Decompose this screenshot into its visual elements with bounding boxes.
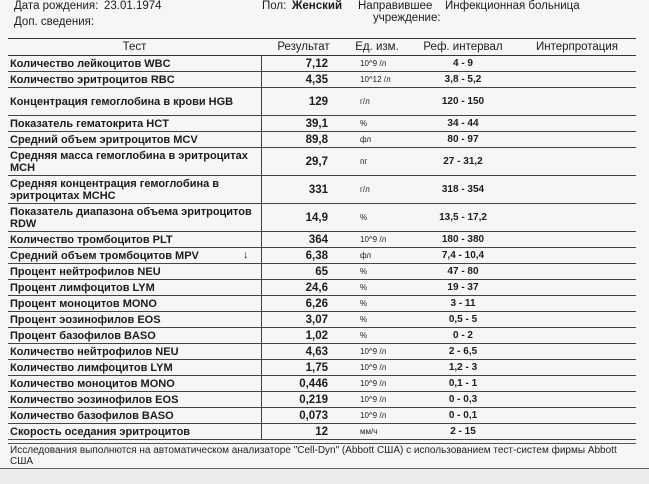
reference-interval-text: 34 - 44 — [447, 118, 479, 129]
test-name-text: Показатель гематокрита HCT — [10, 117, 169, 130]
unit-value — [346, 248, 408, 264]
result-value — [261, 148, 346, 176]
test-name-text: Количество лейкоцитов WBC — [10, 57, 171, 70]
interpretation — [518, 408, 636, 424]
interpretation — [518, 88, 636, 116]
test-name — [8, 424, 261, 440]
test-name-text: Показатель диапазона объема эритроцитов RDW — [10, 205, 252, 230]
result-value — [261, 176, 346, 204]
table-row — [8, 376, 636, 392]
reference-interval — [408, 148, 518, 176]
test-name — [8, 116, 261, 132]
reference-interval-text: 4 - 9 — [452, 58, 473, 69]
interpretation — [518, 280, 636, 296]
result-value — [261, 360, 346, 376]
result-value-text: 6,26 — [305, 297, 328, 310]
interpretation — [518, 132, 636, 148]
test-name-text: Количество базофилов BASO — [10, 409, 174, 422]
reference-interval-text: 2 - 6,5 — [448, 346, 478, 357]
result-value-text: 4,63 — [305, 345, 328, 358]
interpretation — [518, 204, 636, 232]
test-name-text: Количество эритроцитов RBC — [10, 73, 175, 86]
unit-value-text: % — [360, 331, 368, 340]
table-row — [8, 148, 636, 176]
test-name — [8, 176, 261, 204]
birth-date-label: Дата рождения: — [14, 0, 99, 12]
test-name — [8, 56, 261, 72]
test-name-text: Средняя концентрация гемоглобина в эритроцитах MCHC — [10, 177, 220, 202]
result-value-text: 89,8 — [305, 133, 328, 146]
reference-interval — [408, 204, 518, 232]
interpretation — [518, 232, 636, 248]
test-name — [8, 232, 261, 248]
table-header-row — [8, 39, 636, 56]
interpretation — [518, 56, 636, 72]
referred-institution: Инфекционная больница — [445, 0, 580, 12]
reference-interval-text: 0,1 - 1 — [448, 378, 478, 389]
result-value-text: 14,9 — [305, 211, 328, 224]
unit-value-text: 10^9 /л — [360, 395, 387, 404]
table-row — [8, 56, 636, 72]
test-name-text: Скорость оседания эритроцитов — [10, 425, 191, 438]
low-flag-arrow-icon: ↓ — [243, 249, 249, 261]
footer-note: Исследования выполнются на автоматическом анализаторе "Cell-Dyn" (Abbott США) с использованием тест-систем фирмы Abbott США — [10, 445, 617, 467]
table-row — [8, 360, 636, 376]
unit-value-text: % — [360, 267, 368, 276]
unit-value-text: г/л — [360, 97, 370, 106]
unit-value — [346, 72, 408, 88]
unit-value-text: % — [360, 213, 368, 222]
result-value-text: 0,073 — [299, 409, 328, 422]
unit-value — [346, 344, 408, 360]
table-row — [8, 344, 636, 360]
reference-interval-text: 2 - 15 — [450, 426, 476, 437]
referred-label-2: учреждение: — [373, 12, 441, 24]
reference-interval-text: 3 - 11 — [450, 298, 476, 309]
test-name — [8, 148, 261, 176]
result-value-text: 331 — [308, 183, 328, 196]
test-name-text: Концентрация гемоглобина в крови HGB — [10, 95, 234, 108]
table-row — [8, 116, 636, 132]
unit-value — [346, 264, 408, 280]
result-value — [261, 56, 346, 72]
unit-value — [346, 280, 408, 296]
reference-interval — [408, 132, 518, 148]
unit-value-text: % — [360, 283, 368, 292]
unit-value — [346, 148, 408, 176]
col-header-unit: Ед. изм. — [346, 39, 408, 56]
table-row — [8, 264, 636, 280]
result-value — [261, 312, 346, 328]
unit-value — [346, 176, 408, 204]
reference-interval-text: 0 - 2 — [452, 330, 473, 341]
result-value-text: 364 — [308, 233, 328, 246]
unit-value-text: мм/ч — [360, 427, 378, 436]
reference-interval — [408, 56, 518, 72]
result-value-text: 0,446 — [299, 377, 328, 390]
reference-interval — [408, 376, 518, 392]
interpretation — [518, 392, 636, 408]
interpretation — [518, 328, 636, 344]
reference-interval — [408, 328, 518, 344]
reference-interval — [408, 248, 518, 264]
reference-interval — [408, 344, 518, 360]
result-value-text: 129 — [308, 95, 328, 108]
test-name-text: Количество эозинофилов EOS — [10, 393, 179, 406]
table-row — [8, 204, 636, 232]
test-name — [8, 328, 261, 344]
bottom-strip — [0, 468, 649, 484]
interpretation — [518, 148, 636, 176]
table-row — [8, 392, 636, 408]
test-name — [8, 280, 261, 296]
unit-value-text: % — [360, 119, 368, 128]
result-value-text: 0,219 — [299, 393, 328, 406]
interpretation — [518, 360, 636, 376]
table-row — [8, 424, 636, 440]
result-value — [261, 264, 346, 280]
result-value-text: 65 — [315, 265, 328, 278]
col-header-interpretation: Интерпротация — [518, 39, 636, 56]
test-name-text: Средний объем эритроцитов MCV — [10, 133, 198, 146]
table-row — [8, 248, 636, 264]
col-header-ref: Реф. интервал — [408, 39, 518, 56]
reference-interval — [408, 312, 518, 328]
interpretation — [518, 72, 636, 88]
table-row — [8, 72, 636, 88]
unit-value-text: % — [360, 315, 368, 324]
unit-value — [346, 296, 408, 312]
result-value-text: 29,7 — [305, 155, 328, 168]
table-row — [8, 232, 636, 248]
test-name-text: Процент моноцитов MONO — [10, 297, 157, 310]
results-body — [8, 56, 636, 440]
reference-interval-text: 1,2 - 3 — [448, 362, 478, 373]
unit-value-text: фл — [360, 251, 372, 260]
result-value — [261, 132, 346, 148]
unit-value — [346, 132, 408, 148]
unit-value-text: 10^9 /л — [360, 347, 387, 356]
test-name-text: Количество лимфоцитов LYM — [10, 361, 173, 374]
result-value — [261, 328, 346, 344]
gender-label: Пол: — [262, 0, 287, 12]
unit-value-text: 10^9 /л — [360, 235, 387, 244]
unit-value — [346, 204, 408, 232]
unit-value — [346, 408, 408, 424]
test-name-text: Процент базофилов BASO — [10, 329, 156, 342]
unit-value-text: фл — [360, 135, 372, 144]
footer-divider — [8, 443, 636, 444]
reference-interval — [408, 88, 518, 116]
result-value — [261, 72, 346, 88]
result-value — [261, 116, 346, 132]
result-value-text: 3,07 — [305, 313, 328, 326]
test-name — [8, 312, 261, 328]
reference-interval — [408, 424, 518, 440]
table-row — [8, 408, 636, 424]
result-value — [261, 280, 346, 296]
result-value-text: 1,02 — [305, 329, 328, 342]
unit-value-text: г/л — [360, 185, 370, 194]
result-value-text: 39,1 — [305, 117, 328, 130]
test-name-text: Процент нейтрофилов NEU — [10, 265, 161, 278]
extra-info-label: Доп. сведения: — [14, 16, 95, 28]
result-value-text: 4,35 — [305, 73, 328, 86]
reference-interval-text: 47 - 80 — [447, 266, 479, 277]
unit-value — [346, 392, 408, 408]
reference-interval-text: 318 - 354 — [441, 184, 485, 195]
result-value — [261, 424, 346, 440]
reference-interval-text: 180 - 380 — [441, 234, 485, 245]
test-name — [8, 72, 261, 88]
test-name-text: Количество моноцитов MONO — [10, 377, 175, 390]
unit-value — [346, 116, 408, 132]
reference-interval-text: 0,5 - 5 — [448, 314, 478, 325]
test-name — [8, 392, 261, 408]
birth-date-value: 23.01.1974 — [104, 0, 162, 12]
unit-value-text: пг — [360, 157, 368, 166]
result-value — [261, 392, 346, 408]
result-value-text: 6,38 — [305, 249, 328, 262]
table-row — [8, 176, 636, 204]
reference-interval — [408, 360, 518, 376]
gender-value-text: Женский — [292, 0, 343, 12]
reference-interval-text: 27 - 31,2 — [443, 156, 483, 167]
result-value — [261, 344, 346, 360]
test-name — [8, 204, 261, 232]
test-name-text: Количество нейтрофилов NEU — [10, 345, 179, 358]
interpretation — [518, 264, 636, 280]
unit-value — [346, 360, 408, 376]
test-name — [8, 360, 261, 376]
col-header-result: Результат — [261, 39, 346, 56]
result-value — [261, 248, 346, 264]
table-row — [8, 88, 636, 116]
test-name — [8, 296, 261, 312]
interpretation — [518, 424, 636, 440]
test-name-text: Средняя масса гемоглобина в эритроцитах MCH — [10, 149, 248, 174]
reference-interval — [408, 408, 518, 424]
unit-value — [346, 88, 408, 116]
table-row — [8, 296, 636, 312]
unit-value — [346, 376, 408, 392]
interpretation — [518, 116, 636, 132]
result-value-text: 7,12 — [305, 57, 328, 70]
interpretation — [518, 312, 636, 328]
test-name-text: Средний объем тромбоцитов MPV — [10, 249, 199, 262]
reference-interval-text: 80 - 97 — [447, 134, 479, 145]
test-name-text: Количество тромбоцитов PLT — [10, 233, 173, 246]
reference-interval-text: 7,4 - 10,4 — [441, 250, 485, 261]
interpretation — [518, 248, 636, 264]
result-value — [261, 376, 346, 392]
gender-value — [292, 0, 342, 12]
unit-value-text: 10^9 /л — [360, 379, 387, 388]
reference-interval-text: 19 - 37 — [447, 282, 479, 293]
unit-value-text: 10^9 /л — [360, 411, 387, 420]
result-value — [261, 204, 346, 232]
reference-interval — [408, 264, 518, 280]
test-name — [8, 132, 261, 148]
unit-value — [346, 424, 408, 440]
test-name — [8, 376, 261, 392]
test-name-text: Процент эозинофилов EOS — [10, 313, 161, 326]
unit-value — [346, 56, 408, 72]
result-value — [261, 296, 346, 312]
reference-interval — [408, 116, 518, 132]
result-value-text: 24,6 — [305, 281, 328, 294]
test-name — [8, 264, 261, 280]
results-table — [8, 38, 636, 440]
test-name — [8, 344, 261, 360]
test-name — [8, 248, 261, 264]
test-name — [8, 88, 261, 116]
interpretation — [518, 176, 636, 204]
reference-interval — [408, 280, 518, 296]
reference-interval-text: 120 - 150 — [441, 96, 485, 107]
interpretation — [518, 344, 636, 360]
table-row — [8, 312, 636, 328]
result-value — [261, 408, 346, 424]
unit-value-text: 10^9 /л — [360, 59, 387, 68]
result-value-text: 1,75 — [305, 361, 328, 374]
reference-interval-text: 0 - 0,1 — [448, 410, 478, 421]
table-row — [8, 280, 636, 296]
unit-value — [346, 328, 408, 344]
interpretation — [518, 296, 636, 312]
test-name-text: Процент лимфоцитов LYM — [10, 281, 155, 294]
reference-interval-text: 0 - 0,3 — [448, 394, 478, 405]
col-header-test: Тест — [8, 39, 261, 56]
reference-interval — [408, 176, 518, 204]
reference-interval — [408, 72, 518, 88]
reference-interval — [408, 296, 518, 312]
result-value — [261, 232, 346, 248]
unit-value — [346, 232, 408, 248]
table-row — [8, 132, 636, 148]
reference-interval-text: 13,5 - 17,2 — [439, 212, 487, 223]
reference-interval — [408, 232, 518, 248]
result-value — [261, 88, 346, 116]
unit-value-text: % — [360, 299, 368, 308]
unit-value-text: 10^12 /л — [360, 75, 391, 84]
referred-label-1: Направившее — [358, 0, 433, 12]
table-row — [8, 328, 636, 344]
interpretation — [518, 376, 636, 392]
reference-interval — [408, 392, 518, 408]
unit-value-text: 10^9 /л — [360, 363, 387, 372]
reference-interval-text: 3,8 - 5,2 — [444, 74, 482, 85]
test-name — [8, 408, 261, 424]
unit-value — [346, 312, 408, 328]
result-value-text: 12 — [315, 425, 328, 438]
